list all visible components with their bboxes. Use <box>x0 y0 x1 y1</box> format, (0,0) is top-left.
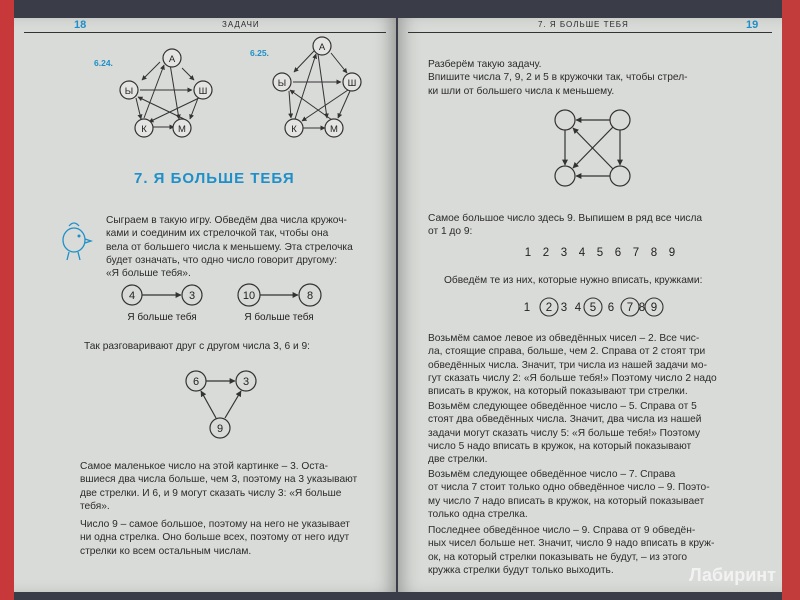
text-line: му число 7 надо вписать в кружок, на который показывает <box>428 495 705 507</box>
text-line: Последнее обведённое число – 9. Справа от 9 обведён- <box>428 525 696 536</box>
example-1-to: 3 <box>188 290 196 302</box>
text-line: Возьмём самое левое из обведённых чисел – 2. Все чис- <box>428 333 700 344</box>
text-line: от числа 7 стоит только одно обведённое число – 9. Поэто- <box>428 482 710 494</box>
number-1: 1 <box>524 247 532 259</box>
text-line: ных чисел больше нет. Значит, число 9 надо вписать в круж- <box>428 538 715 550</box>
row2-5-circled: 5 <box>589 302 597 314</box>
text-line: число 5 надо вписать в кружок, на который показывают <box>428 440 692 452</box>
right-paragraph-1 <box>428 332 773 398</box>
number-8: 8 <box>650 247 658 259</box>
right-paragraph-2 <box>428 400 773 466</box>
node-y-625: Ы <box>277 78 287 89</box>
row2-6: 6 <box>607 302 615 314</box>
row2-3: 3 <box>560 302 568 314</box>
intro-line: будет означать, что одно число говорит другому: <box>106 254 338 266</box>
left-header-title: ЗАДАЧИ <box>222 20 260 29</box>
text-line: задачи могут сказать числу 5: «Я больше тебя!» Поэтому <box>428 427 701 439</box>
text-line: кружка стрелки будут только выходить. <box>428 564 614 576</box>
number-7: 7 <box>632 247 640 259</box>
text-line: стоят два обведённых числа. Значит, два числа из нашей <box>428 414 702 426</box>
row2-1: 1 <box>523 302 531 314</box>
text-line: только одна стрелка. <box>428 508 528 520</box>
left-page <box>14 18 396 592</box>
text-line: ни одна стрелка. Оно больше всех, поэтому от него идут <box>80 532 350 544</box>
right-page <box>398 18 782 592</box>
row2-2-circled: 2 <box>545 302 553 314</box>
text-line: ки шли от большего числа к меньшему. <box>428 85 615 97</box>
node-m-624: М <box>178 124 186 135</box>
right-page-number: 19 <box>746 19 759 31</box>
node-y-624: Ы <box>124 86 134 97</box>
text-line: две стрелки. И 6, и 9 могут сказать числу 3: «Я больше <box>80 487 342 499</box>
intro-line: ками и соединим их стрелочкой так, чтобы она <box>106 228 329 240</box>
text-line: обведённых числа. Значит, три числа из нашей задачи мо- <box>428 359 707 371</box>
tri-node-3: 3 <box>242 376 250 388</box>
watermark-logo: Лабиринт <box>688 565 776 585</box>
exercise-6-24-label: 6.24. <box>94 58 113 68</box>
row2-7-circled: 7 <box>626 302 634 314</box>
left-page-number: 18 <box>74 19 87 31</box>
node-a-624: А <box>168 54 176 65</box>
example-2-from: 10 <box>242 290 256 302</box>
number-5: 5 <box>596 247 604 259</box>
circle-instruction: Обведём те из них, которые нужно вписать, кружками: <box>444 275 703 286</box>
example-2-caption: Я больше тебя <box>244 312 314 323</box>
text-line: две стрелки. <box>428 454 488 466</box>
intro-line: Сыграем в такую игру. Обведём два числа кружоч- <box>106 215 347 226</box>
talk-line: Так разговаривают друг с другом числа 3, 6 и 9: <box>84 341 310 352</box>
text-line: вшиеся два числа больше, чем 3, поэтому на 3 указывают <box>80 474 358 486</box>
tri-node-6: 6 <box>192 376 200 388</box>
exercise-6-25-label: 6.25. <box>250 48 269 58</box>
cover-edge-left <box>0 0 14 600</box>
example-2-to: 8 <box>306 290 314 302</box>
tri-node-9: 9 <box>216 423 224 435</box>
node-k-625: К <box>291 124 297 135</box>
text-line: Самое маленькое число на этой картинке – 3. Оста- <box>80 461 329 472</box>
text-line: Возьмём следующее обведённое число – 5. Справа от 5 <box>428 401 697 412</box>
node-sh-625: Ш <box>347 78 357 89</box>
text-line: Самое большое число здесь 9. Выпишем в ряд все числа <box>428 213 703 224</box>
number-9: 9 <box>668 247 676 259</box>
example-1-caption: Я больше тебя <box>127 312 197 323</box>
left-paragraph-1 <box>80 460 390 513</box>
right-paragraph-3 <box>428 468 773 521</box>
intro-line: вела от большего числа к меньшему. Эта стрелочка <box>106 241 353 253</box>
row2-9-circled: 9 <box>650 302 658 314</box>
number-6: 6 <box>614 247 622 259</box>
row2-8: 8 <box>638 302 646 314</box>
node-sh-624: Ш <box>198 86 208 97</box>
text-line: Впишите числа 7, 9, 2 и 5 в кружочки так, чтобы стрел- <box>428 72 688 84</box>
intro-line: «Я больше тебя». <box>106 268 191 280</box>
number-3: 3 <box>560 247 568 259</box>
text-line: стрелки ко всем остальным числам. <box>80 545 252 557</box>
node-m-625: М <box>330 124 338 135</box>
text-line: ок, на который стрелки показывать не будут, – из этого <box>428 551 688 563</box>
text-line: гут сказать числу 2: «Я больше тебя!» Поэтому число 2 надо <box>428 372 717 384</box>
text-line: от 1 до 9: <box>428 226 473 238</box>
row2-4: 4 <box>574 302 582 314</box>
text-line: тебя». <box>80 500 110 512</box>
left-paragraph-2 <box>80 518 390 558</box>
triangle-diagram <box>14 18 396 458</box>
node-a-625: А <box>318 42 326 53</box>
number-4: 4 <box>578 247 586 259</box>
text-line: Число 9 – самое большое, поэтому на него не указывает <box>80 519 350 530</box>
cover-edge-right <box>782 0 800 600</box>
number-2: 2 <box>542 247 550 259</box>
example-1-from: 4 <box>128 290 136 302</box>
text-line: вписать в кружок, на который показывают три стрелки. <box>428 386 688 398</box>
text-line: Возьмём следующее обведённое число – 7. Справа <box>428 469 676 480</box>
text-line: Разберём такую задачу. <box>428 59 542 70</box>
section-heading: 7. Я БОЛЬШЕ ТЕБЯ <box>134 170 295 187</box>
node-k-624: К <box>141 124 147 135</box>
text-line: ла, стоящие справа, больше, чем 2. Справа от 2 стоят три <box>428 346 706 358</box>
circled-numbers-row <box>398 18 782 328</box>
right-header-title: 7. Я БОЛЬШЕ ТЕБЯ <box>538 20 629 29</box>
